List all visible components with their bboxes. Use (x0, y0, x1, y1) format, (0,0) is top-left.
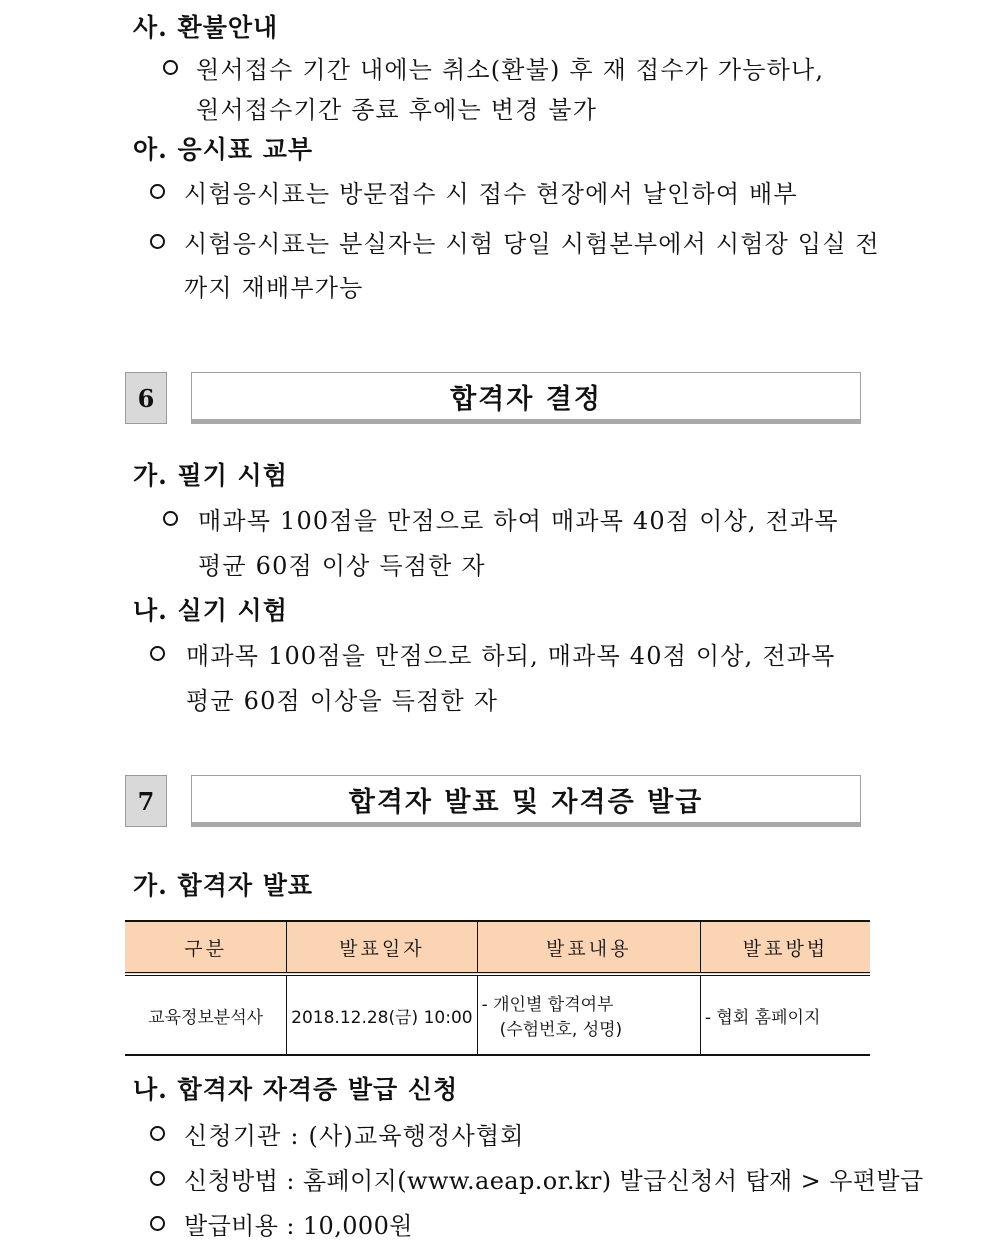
practical-exam-line: 매과목 100점을 만점으로 하되, 매과목 40점 이상, 전과목 (186, 642, 836, 670)
written-exam-heading: 가. 필기 시험 (133, 461, 288, 490)
cert-item: 신청기관 : (사)교육행정사협회 (184, 1122, 525, 1150)
header-category: 구분 (125, 921, 287, 974)
bullet-circle-icon (150, 1126, 165, 1141)
cert-item: 신청방법 : 홈페이지(www.aeap.or.kr) 발급신청서 탑재 > 우편발급 (184, 1167, 924, 1195)
ticket-item-line: 까지 재배부가능 (184, 274, 364, 302)
table-row (125, 974, 870, 1055)
bullet-circle-icon (150, 1216, 165, 1231)
cert-item: 발급비용 : 10,000원 (184, 1212, 413, 1240)
header-method: 발표방법 (700, 921, 870, 974)
refund-heading: 사. 환불안내 (133, 13, 279, 42)
table-header-row (125, 921, 870, 974)
header-date: 발표일자 (287, 921, 477, 974)
section-7-number: 7 (125, 775, 167, 827)
refund-item-line: 원서접수 기간 내에는 취소(환불) 후 재 접수가 가능하나, (196, 56, 825, 84)
cell-category: 교육정보분석사 (125, 974, 287, 1055)
cert-heading: 나. 합격자 자격증 발급 신청 (133, 1075, 459, 1104)
practical-exam-line: 평균 60점 이상을 득점한 자 (186, 687, 499, 715)
bullet-circle-icon (163, 60, 178, 75)
written-exam-line: 매과목 100점을 만점으로 하여 매과목 40점 이상, 전과목 (198, 507, 839, 535)
bullet-circle-icon (150, 234, 165, 249)
cell-date: 2018.12.28(금) 10:00 (287, 974, 477, 1055)
written-exam-line: 평균 60점 이상 득점한 자 (198, 552, 486, 580)
cell-content-line: - 개인별 합격여부 (481, 995, 614, 1015)
section-6-title: 합격자 결정 (191, 372, 861, 424)
ticket-item-line: 시험응시표는 방문접수 시 접수 현장에서 날인하여 배부 (184, 180, 798, 208)
practical-exam-heading: 나. 실기 시험 (133, 596, 288, 625)
cell-method: - 협회 홈페이지 (700, 974, 870, 1055)
section-7-title: 합격자 발표 및 자격증 발급 (191, 775, 861, 827)
header-content: 발표내용 (477, 921, 700, 974)
refund-item-line: 원서접수기간 종료 후에는 변경 불가 (196, 96, 598, 124)
bullet-circle-icon (163, 511, 178, 526)
bullet-circle-icon (150, 646, 165, 661)
ticket-heading: 아. 응시표 교부 (133, 135, 314, 164)
cell-content (477, 974, 700, 1055)
bullet-circle-icon (150, 1171, 165, 1186)
section-6-number: 6 (125, 372, 167, 424)
ticket-item-line: 시험응시표는 분실자는 시험 당일 시험본부에서 시험장 입실 전 (184, 230, 880, 258)
cell-content-line: (수험번호, 성명) (499, 1020, 623, 1040)
results-table (125, 920, 870, 1056)
announce-heading: 가. 합격자 발표 (133, 871, 314, 900)
bullet-circle-icon (150, 184, 165, 199)
